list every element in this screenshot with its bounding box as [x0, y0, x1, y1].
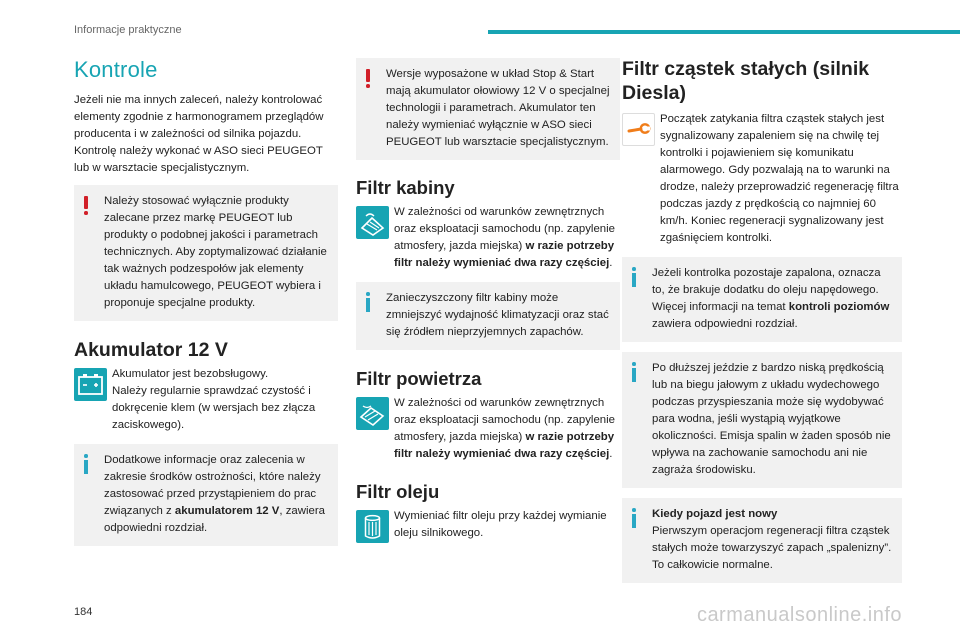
oil-filter-section	[356, 508, 620, 542]
oil-filter-icon	[356, 510, 389, 543]
header-accent-bar	[488, 30, 960, 34]
info-icon	[632, 508, 636, 512]
warning-text: Należy stosować wyłącznie produkty zalecane przez markę PEUGEOT lub produkty o podobnej jakości i parametrach technicznych. Aby zoptymalizować działanie tak ważnych podzespołów jak elementy układu hamulcowego, PEUGEOT wybiera i proponuje specjalne produkty.	[104, 195, 327, 309]
warning-icon	[84, 196, 88, 209]
page-number: 184	[74, 606, 93, 618]
battery-icon	[74, 368, 107, 401]
column-3	[622, 57, 902, 583]
column-2	[356, 58, 620, 542]
particle-filter-section	[622, 111, 902, 247]
cabin-filter-text: W zależności od warunków zewnętrznych oraz eksploatacji samochodu (np. zapylenie atmosfery, jazda miejska) w razie potrzeby filtr należy wymieniać dwa razy częściej.	[394, 206, 615, 269]
stop-start-warning-text: Wersje wyposażone w układ Stop & Start mają akumulator ołowiowy 12 V o specjalnej technologii i parametrach. Akumulator ten należy wymieniać wyłącznie w ASO sieci PEUGEOT lub warsztacie specjalistycznym.	[386, 68, 610, 148]
page-title: Kontrole	[74, 57, 158, 82]
air-filter-text: W zależności od warunków zewnętrznych oraz eksploatacji samochodu (np. zapylenie atmosfery, jazda miejska) w razie potrzeby filtr należy wymieniać dwa razy częściej.	[394, 397, 615, 460]
battery-info-text: Dodatkowe informacje oraz zalecenia w zakresie środków ostrożności, które należy zastosować przed przystąpieniem do prac związanych z akumulatorem 12 V, zawiera odpowiedni rozdział.	[104, 454, 325, 534]
new-vehicle-title: Kiedy pojazd jest nowy	[652, 508, 778, 520]
battery-heading: Akumulator 12 V	[74, 339, 228, 361]
cabin-filter-section	[356, 204, 620, 272]
section-header: Informacje praktyczne	[74, 24, 182, 36]
battery-text-2: Należy regularnie sprawdzać czystość i dokręcenie klem (w wersjach bez złącza zaciskowego).	[112, 385, 316, 431]
cabin-filter-info-box	[356, 282, 620, 350]
battery-section	[74, 366, 338, 434]
battery-info-box	[74, 444, 338, 546]
new-vehicle-text: Pierwszym operacjom regeneracji filtra cząstek stałych może towarzyszyć zapach „spalenizny”. To całkowicie normalne.	[652, 525, 892, 571]
cabin-filter-icon	[356, 206, 389, 239]
info-icon	[366, 292, 370, 296]
warning-box	[74, 185, 338, 321]
particle-filter-text: Początek zatykania filtra cząstek stałych jest sygnalizowany zapaleniem się na chwilę tej kontrolki i pojawieniem się komunikatu alarmowego. Gdy pozwalają na to warunki na drodze, należy przeprowadzić regenerację filtra podczas jazdy z prędkością co najmniej 60 km/h. Koniec regeneracji sygnalizowany jest zgaśnięciem kontrolki.	[660, 113, 899, 244]
column-1	[74, 52, 338, 546]
battery-text-1: Akumulator jest bezobsługowy.	[112, 368, 269, 380]
cabin-filter-info-text: Zanieczyszczony filtr kabiny może zmniejszyć wydajność klimatyzacji oraz stać się źródłem nieprzyjemnych zapachów.	[386, 292, 609, 338]
particle-info-text-2: Po dłuższej jeździe z bardzo niską prędkością lub na biegu jałowym z układu wydechowego podczas przyspieszania może się wydobywać para wodna, jeśli wystąpią wyjątkowe okoliczności. Emisja spalin w żaden sposób nie wpływa na zachowanie samochodu ani nie zagraża środowisku.	[652, 362, 891, 476]
cabin-filter-heading: Filtr kabiny	[356, 177, 455, 198]
stop-start-warning-box	[356, 58, 620, 160]
oil-filter-text: Wymieniać filtr oleju przy każdej wymianie oleju silnikowego.	[394, 510, 607, 539]
particle-filter-heading: Filtr cząstek stałych (silnik Diesla)	[622, 58, 870, 104]
particle-info-box-1	[622, 257, 902, 342]
air-filter-heading: Filtr powietrza	[356, 368, 482, 389]
particle-info-box-3	[622, 498, 902, 583]
info-icon	[632, 267, 636, 271]
oil-filter-heading: Filtr oleju	[356, 481, 440, 502]
wrench-warning-icon	[622, 113, 655, 146]
watermark: carmanualsonline.info	[696, 604, 902, 626]
intro-paragraph: Jeżeli nie ma innych zaleceń, należy kontrolować elementy zgodnie z harmonogramem przeglądów producenta i w zależności od silnika pojazdu. Kontrolę należy wykonać w ASO sieci PEUGEOT lub w warsztacie specjalistycznym.	[74, 94, 324, 174]
particle-info-text-1: Jeżeli kontrolka pozostaje zapalona, oznacza to, że brakuje dodatku do oleju napędowego. Więcej informacji na temat kontroli poziomów zawiera odpowiedni rozdział.	[652, 267, 890, 330]
info-icon	[84, 454, 88, 458]
info-icon	[632, 362, 636, 366]
particle-info-box-2	[622, 352, 902, 488]
air-filter-section	[356, 395, 620, 463]
air-filter-icon	[356, 397, 389, 430]
warning-icon	[366, 69, 370, 82]
